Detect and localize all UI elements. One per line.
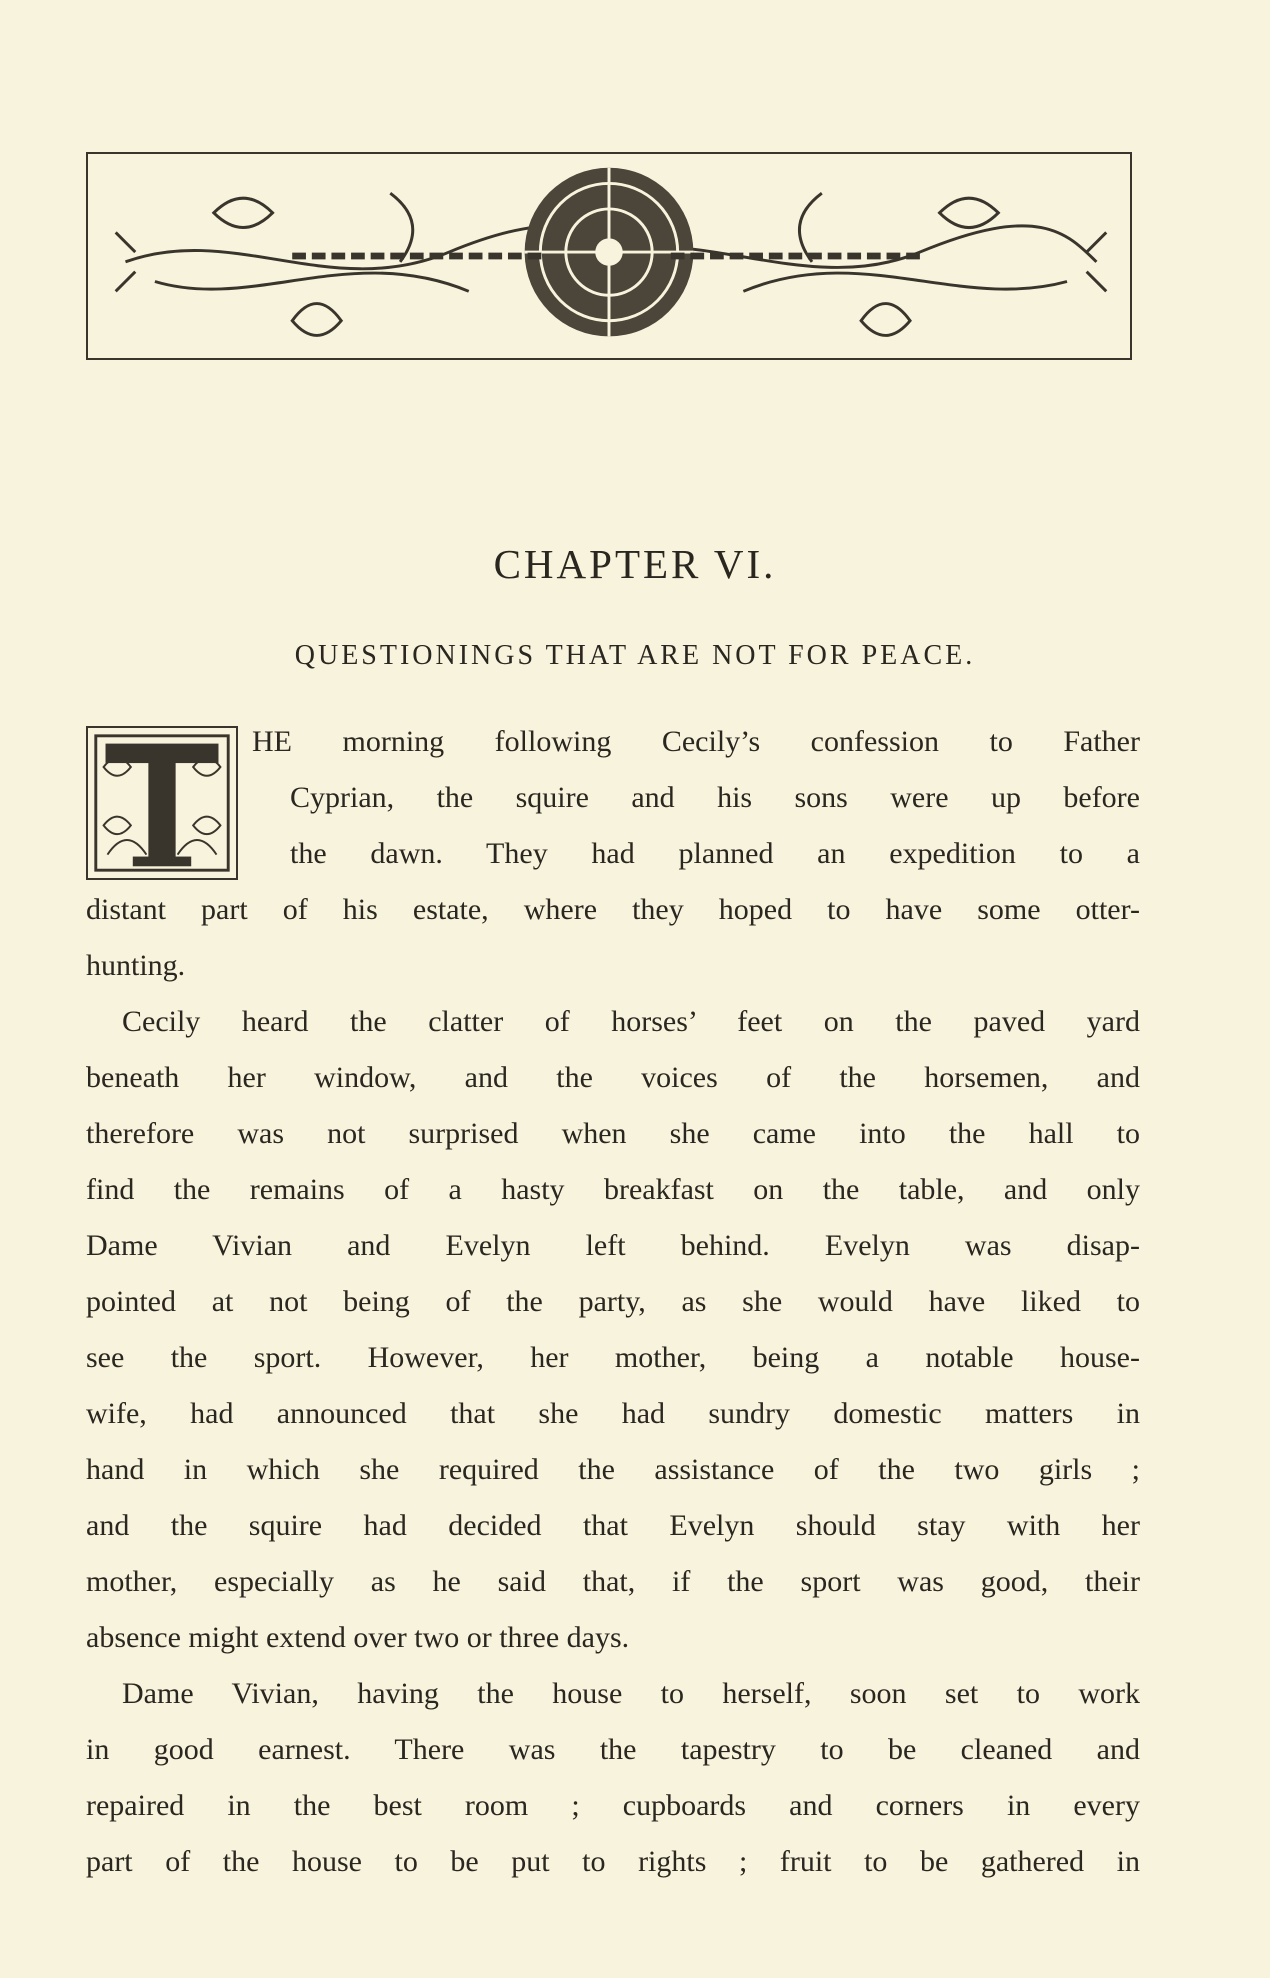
text-line: hunting. — [86, 949, 186, 982]
text-line: part of the house to be put to rights ; fruit to be gathered in — [86, 1845, 1140, 1878]
text-line: the dawn. They had planned an expedition to a — [290, 837, 1140, 870]
text-line: repaired in the best room ; cupboards and corners in every — [86, 1789, 1140, 1822]
text-line: mother, especially as he said that, if the sport was good, their — [86, 1565, 1140, 1598]
chapter-subtitle: QUESTIONINGS THAT ARE NOT FOR PEACE. — [294, 640, 976, 671]
text-line: and the squire had decided that Evelyn should stay with her — [86, 1509, 1140, 1542]
text-line: Dame Vivian, having the house to herself, soon set to work — [122, 1677, 1140, 1710]
text-line: distant part of his estate, where they hoped to have some otter- — [86, 893, 1140, 926]
ornamental-initial-t-icon — [88, 728, 236, 878]
text-line: beneath her window, and the voices of the horsemen, and — [86, 1061, 1140, 1094]
text-line: wife, had announced that she had sundry domestic matters in — [86, 1397, 1140, 1430]
text-line: hand in which she required the assistance of the two girls ; — [86, 1453, 1140, 1486]
text-line: see the sport. However, her mother, being a notable house- — [86, 1341, 1140, 1374]
ornamental-headpiece — [86, 152, 1132, 360]
text-line: Cyprian, the squire and his sons were up before — [290, 781, 1140, 814]
foliage-ornament-icon — [88, 154, 1130, 358]
text-line: Dame Vivian and Evelyn left behind. Evelyn was disap- — [86, 1229, 1140, 1262]
text-line: therefore was not surprised when she came into the hall to — [86, 1117, 1140, 1150]
text-line: in good earnest. There was the tapestry to be cleaned and — [86, 1733, 1140, 1766]
text-line: absence might extend over two or three days. — [86, 1621, 630, 1654]
text-line: Cecily heard the clatter of horses’ feet on the paved yard — [122, 1005, 1140, 1038]
text-line: find the remains of a hasty breakfast on the table, and only — [86, 1173, 1140, 1206]
text-line: pointed at not being of the party, as she would have liked to — [86, 1285, 1140, 1318]
text-line: HE morning following Cecily’s confession to Father — [252, 725, 1140, 758]
chapter-title: CHAPTER VI. — [493, 541, 777, 587]
drop-cap — [86, 726, 238, 880]
